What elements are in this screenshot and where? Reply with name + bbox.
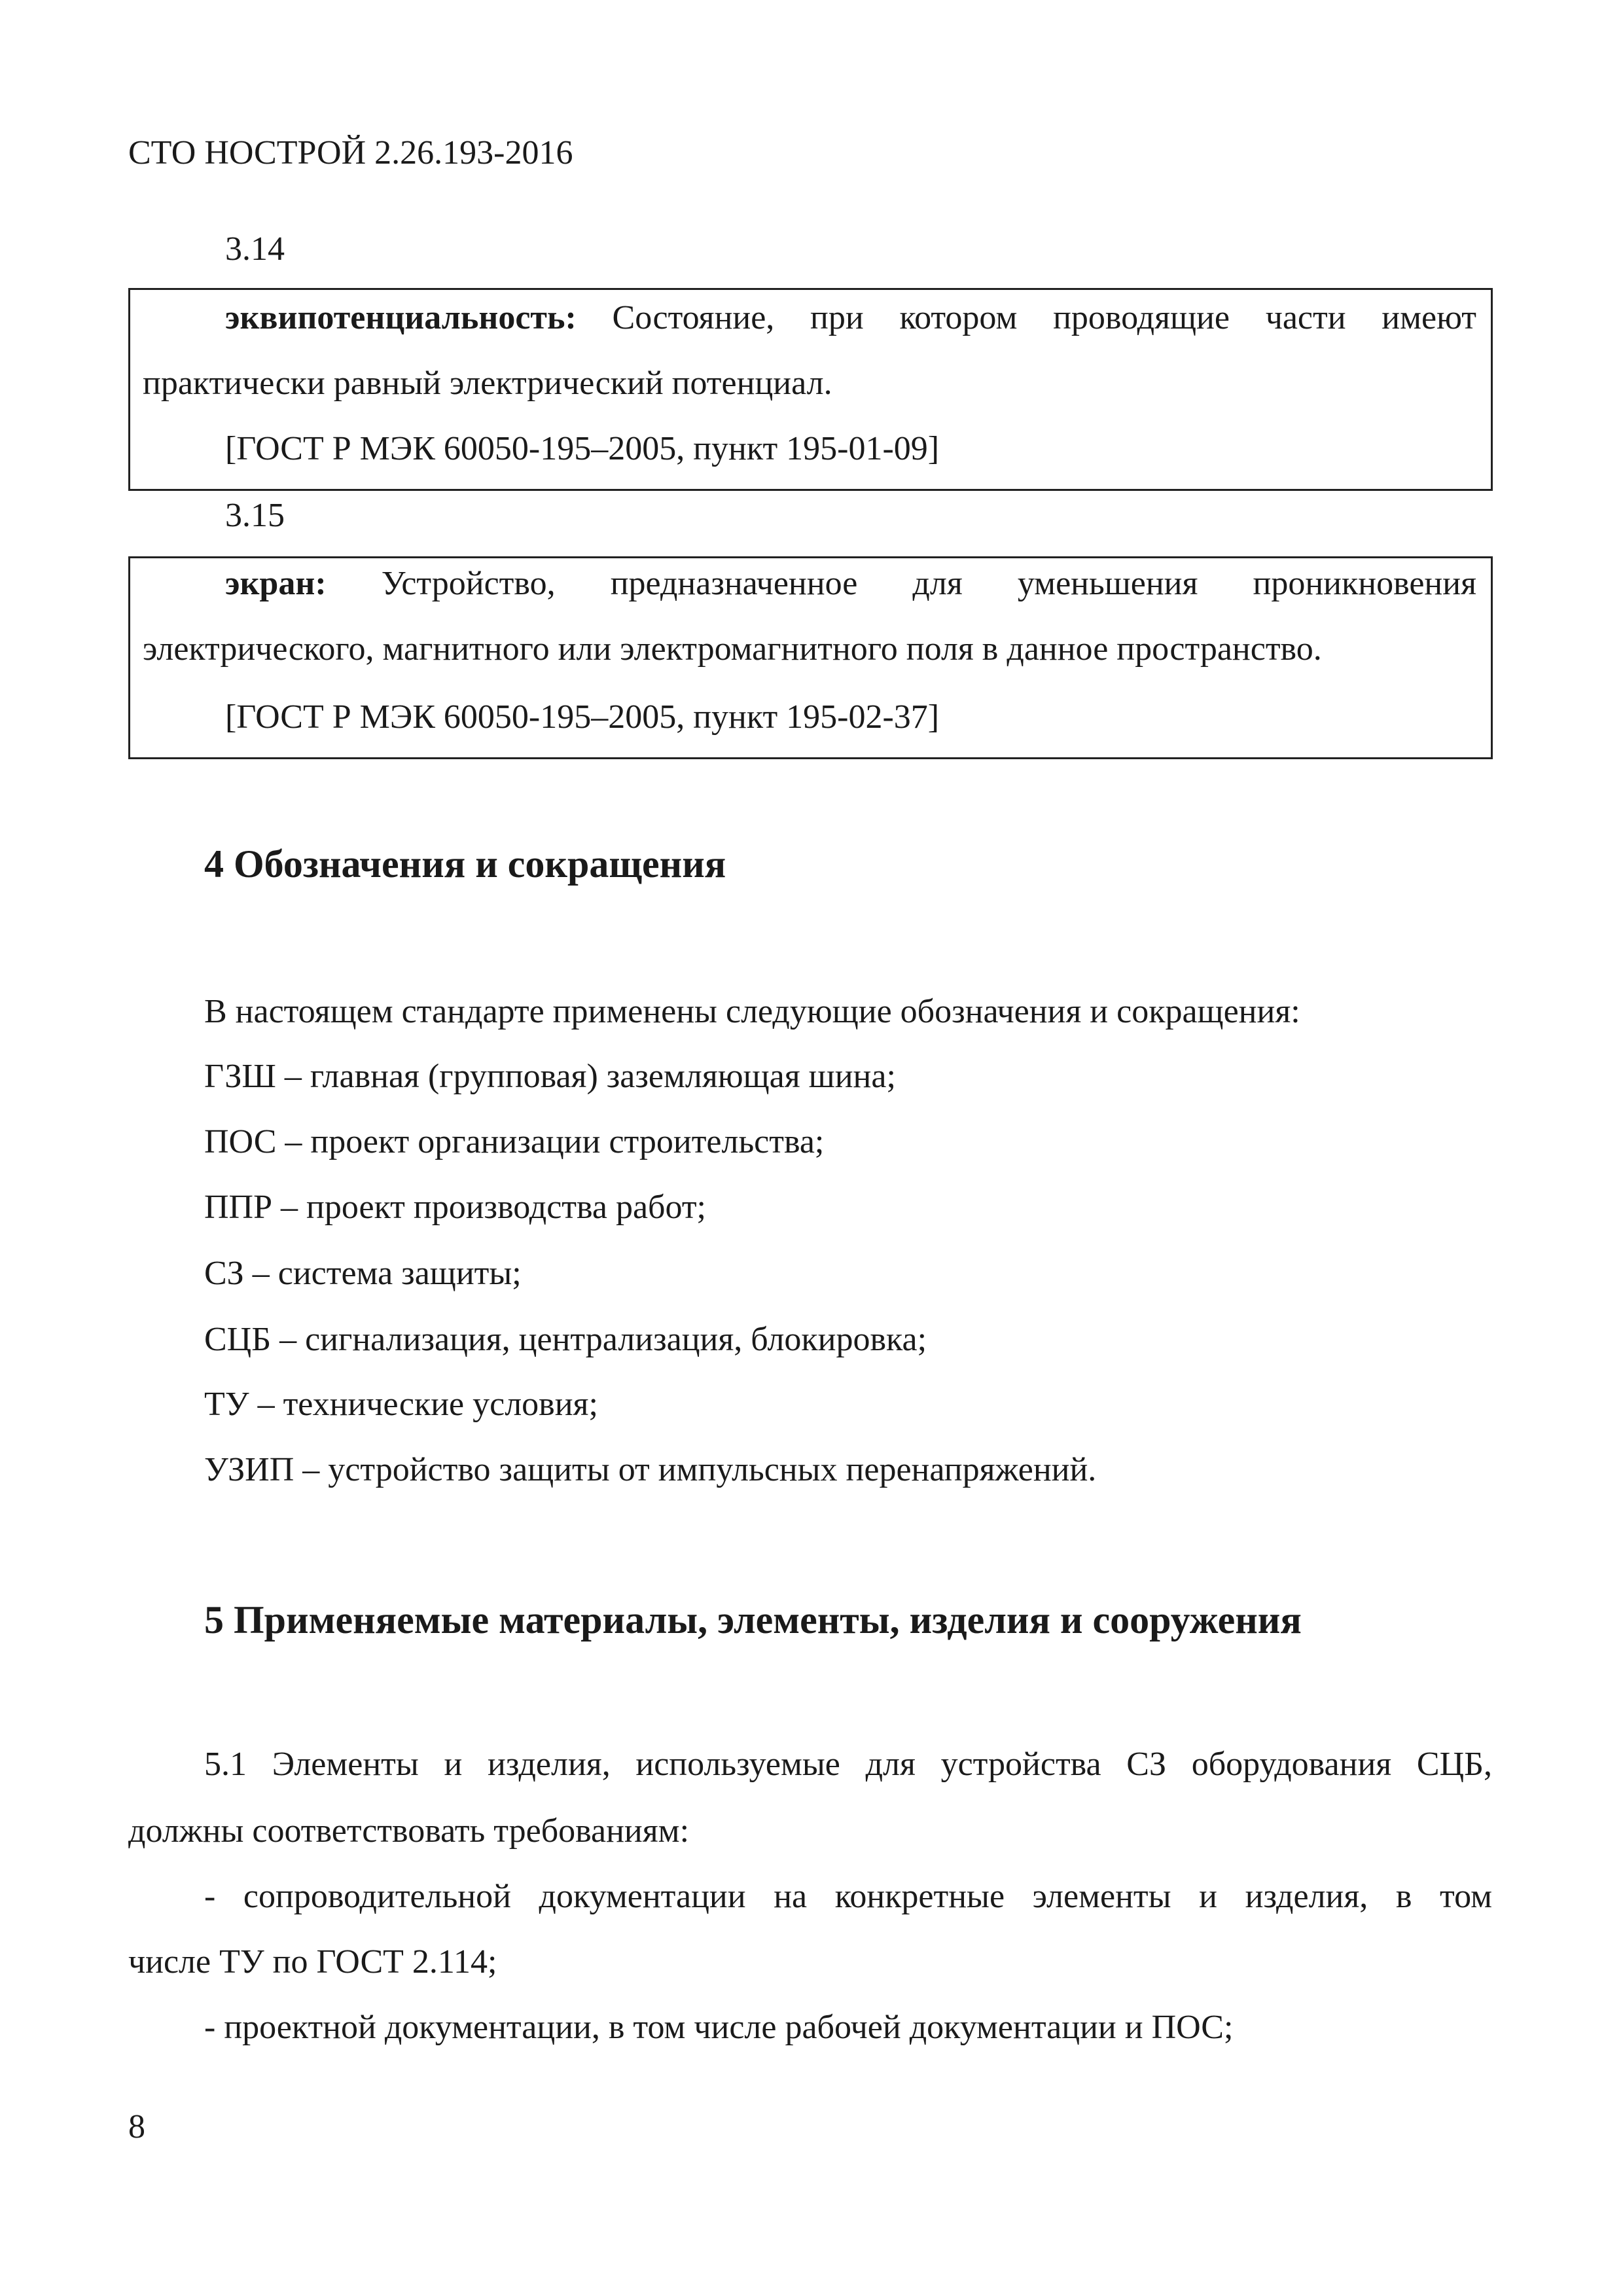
abbreviation-item: ПОС – проект организации строительства;	[204, 1123, 825, 1160]
abbreviation-item: СЗ – система защиты;	[204, 1255, 522, 1292]
list-item-line: - сопроводительной документации на конкретные элементы и изделия, в том	[204, 1878, 1492, 1915]
term-definition-line	[225, 301, 1476, 335]
term-number: 3.15	[225, 497, 285, 534]
section-heading: 5 Применяемые материалы, элементы, изделия и сооружения	[204, 1598, 1302, 1641]
abbreviation-item: ТУ – технические условия;	[204, 1386, 598, 1423]
term-definition-line	[225, 567, 1476, 601]
paragraph-line: 5.1 Элементы и изделия, используемые для устройства СЗ оборудования СЦБ,	[204, 1746, 1492, 1783]
section-intro: В настоящем стандарте применены следующие обозначения и сокращения:	[204, 993, 1300, 1030]
term-number: 3.14	[225, 230, 285, 268]
term-source: [ГОСТ Р МЭК 60050-195–2005, пункт 195-01-09]	[225, 430, 940, 467]
term-definition-continuation: электрического, магнитного или электромагнитного поля в данное пространство.	[143, 630, 1322, 668]
abbreviation-item: УЗИП – устройство защиты от импульсных перенапряжений.	[204, 1451, 1097, 1488]
list-item-line: - проектной документации, в том числе рабочей документации и ПОС;	[204, 2009, 1234, 2046]
list-item-line: числе ТУ по ГОСТ 2.114;	[128, 1943, 497, 1981]
abbreviation-item: ГЗШ – главная (групповая) заземляющая шина;	[204, 1058, 896, 1095]
term-definition: Состояние, при котором проводящие части имеют	[612, 299, 1476, 336]
term-source: [ГОСТ Р МЭК 60050-195–2005, пункт 195-02-37]	[225, 698, 940, 736]
term-name: эквипотенциальность:	[225, 299, 577, 336]
document-code: СТО НОСТРОЙ 2.26.193-2016	[128, 134, 573, 171]
abbreviation-item: ППР – проект производства работ;	[204, 1189, 706, 1226]
term-name: экран:	[225, 565, 327, 602]
term-definition: Устройство, предназначенное для уменьшения проникновения	[381, 565, 1476, 602]
page-number: 8	[128, 2108, 145, 2145]
abbreviation-item: СЦБ – сигнализация, централизация, блокировка;	[204, 1321, 927, 1358]
term-definition-continuation: практически равный электрический потенциал.	[143, 365, 832, 402]
paragraph-line: должны соответствовать требованиям:	[128, 1812, 690, 1850]
section-heading: 4 Обозначения и сокращения	[204, 842, 726, 886]
